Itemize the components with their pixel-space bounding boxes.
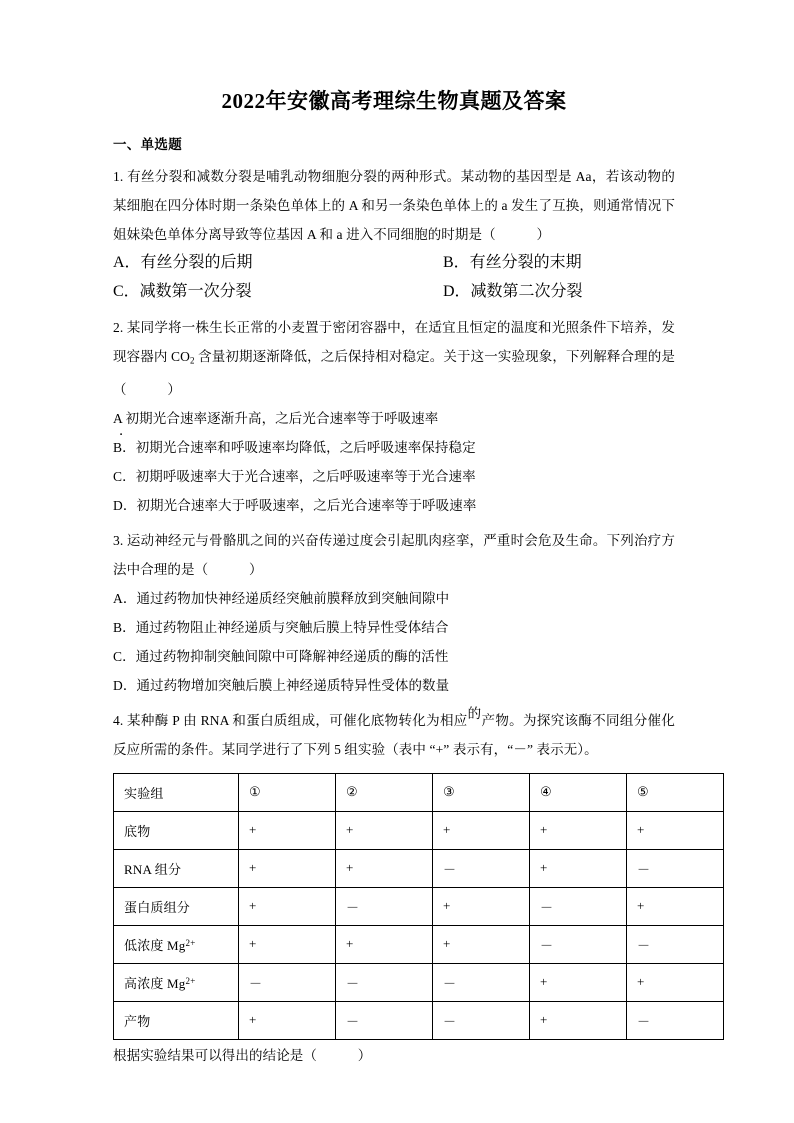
table-cell: + xyxy=(530,849,627,887)
question-1-option-b[interactable]: B．有丝分裂的末期 xyxy=(443,253,582,271)
table-row xyxy=(114,1001,724,1039)
question-2-stem-part2: 含量初期逐渐降低，之后保持相对稳定。关于这一实验现象，下列解释合理的是（ ） xyxy=(113,348,675,397)
table-cell: + xyxy=(530,963,627,1001)
table-cell: + xyxy=(239,811,336,849)
question-4-stem xyxy=(113,706,675,764)
table-row xyxy=(114,887,724,925)
row-label-sup: 2+ xyxy=(185,975,196,986)
question-4-conclusion-prompt: 根据实验结果可以得出的结论是（ ） xyxy=(113,1047,372,1063)
row-label-text: 高浓度 Mg xyxy=(124,975,186,991)
table-header-cell-1: ① xyxy=(239,773,336,811)
question-1-option-d[interactable]: D．减数第二次分裂 xyxy=(443,282,583,300)
table-cell: － xyxy=(627,849,724,887)
table-cell: + xyxy=(627,811,724,849)
question-2-co2-subscript: 2 xyxy=(189,354,195,365)
question-1-options-row-1 xyxy=(113,249,675,278)
page-title: 2022年安徽高考理综生物真题及答案 xyxy=(221,89,567,113)
question-2-option-c[interactable]: C．初期呼吸速率大于光合速率，之后呼吸速率等于光合速率 xyxy=(113,468,476,484)
table-cell: － xyxy=(627,925,724,963)
table-cell: － xyxy=(336,887,433,925)
stray-punctuation-mark: ． xyxy=(119,422,133,438)
table-cell: － xyxy=(530,887,627,925)
question-1-stem: 1. 有丝分裂和减数分裂是哺乳动物细胞分裂的两种形式。某动物的基因型是 Aa，若该动物的某细胞在四分体时期一条染色单体上的 A 和另一条染色单体上的 a 发生了互换，则通常情况下姐妹染色单体分离导致等位基因 A 和 a 进入不同细胞的时期是（ ） xyxy=(113,168,675,242)
row-label-text: 低浓度 Mg xyxy=(124,937,186,953)
table-row-label xyxy=(114,1001,239,1039)
table-cell: + xyxy=(627,887,724,925)
question-2-option-b[interactable]: B．初期光合速率和呼吸速率均降低，之后呼吸速率保持稳定 xyxy=(113,439,476,455)
question-4-raised-glyph: 的 xyxy=(467,705,482,721)
question-1 xyxy=(113,162,675,307)
row-label-text: 蛋白质组分 xyxy=(124,899,191,915)
document-content xyxy=(113,0,675,1070)
question-1-option-c[interactable]: C．减数第一次分裂 xyxy=(113,282,252,300)
table-row-label xyxy=(114,849,239,887)
table-header-row xyxy=(114,773,724,811)
question-3-option-c[interactable]: C．通过药物抑制突触间隙中可降解神经递质的酶的活性 xyxy=(113,648,449,664)
table-header-cell-4: ④ xyxy=(530,773,627,811)
table-cell: － xyxy=(433,849,530,887)
table-cell: － xyxy=(433,1001,530,1039)
table-cell: + xyxy=(433,811,530,849)
table-row-label xyxy=(114,963,239,1001)
question-3 xyxy=(113,526,675,700)
table-row-label xyxy=(114,925,239,963)
table-cell: － xyxy=(336,1001,433,1039)
table-cell: + xyxy=(239,849,336,887)
row-label-text: 产物 xyxy=(124,1013,151,1029)
table-header-cell-3: ③ xyxy=(433,773,530,811)
table-cell: + xyxy=(239,925,336,963)
table-cell: － xyxy=(239,963,336,1001)
question-2-option-a[interactable]: A 初期光合速率逐渐升高，之后光合速率等于呼吸速率 xyxy=(113,410,439,426)
question-2 xyxy=(113,313,675,520)
table-row xyxy=(114,811,724,849)
row-label-text: 底物 xyxy=(124,823,151,839)
row-label-text: RNA 组分 xyxy=(124,861,182,877)
table-cell: － xyxy=(433,963,530,1001)
table-cell: + xyxy=(627,963,724,1001)
table-cell: + xyxy=(336,849,433,887)
table-row xyxy=(114,849,724,887)
question-4-stem-part1: 4. 某种酶 P 由 RNA 和蛋白质组成，可催化底物转化为相应 xyxy=(113,712,468,728)
question-1-options-row-2 xyxy=(113,278,675,307)
experiment-table xyxy=(113,773,724,1040)
question-3-stem: 3. 运动神经元与骨骼肌之间的兴奋传递过度会引起肌肉痉挛，严重时会危及生命。下列治疗方法中合理的是（ ） xyxy=(113,532,675,577)
section-heading: 一、单选题 xyxy=(113,137,182,153)
table-row-label xyxy=(114,887,239,925)
table-cell: + xyxy=(336,925,433,963)
table-row-label xyxy=(114,811,239,849)
table-cell: + xyxy=(433,925,530,963)
table-cell: + xyxy=(530,1001,627,1039)
table-cell: － xyxy=(336,963,433,1001)
table-cell: + xyxy=(239,887,336,925)
table-cell: + xyxy=(530,811,627,849)
question-3-option-d[interactable]: D．通过药物增加突触后膜上神经递质特异性受体的数量 xyxy=(113,677,450,693)
table-header-cell-2: ② xyxy=(336,773,433,811)
table-cell: － xyxy=(530,925,627,963)
table-cell: + xyxy=(336,811,433,849)
table-cell: + xyxy=(433,887,530,925)
question-2-option-a-wrap xyxy=(113,404,675,438)
question-1-option-a[interactable]: A．有丝分裂的后期 xyxy=(113,253,253,271)
question-3-option-a[interactable]: A．通过药物加快神经递质经突触前膜释放到突触间隙中 xyxy=(113,590,450,606)
table-row xyxy=(114,963,724,1001)
table-cell: + xyxy=(239,1001,336,1039)
question-4-stem-part2: 产物。为探究该酶不同组分催化反应所需的条件。某同学进行了下列 5 组实验（表中 “+” 表示有，“－” 表示无）。 xyxy=(113,712,675,757)
table-row xyxy=(114,925,724,963)
question-2-stem xyxy=(113,313,675,404)
table-header-cell-0: 实验组 xyxy=(114,773,239,811)
table-header-cell-5: ⑤ xyxy=(627,773,724,811)
question-2-option-d[interactable]: D．初期光合速率大于呼吸速率，之后光合速率等于呼吸速率 xyxy=(113,497,477,513)
table-cell: － xyxy=(627,1001,724,1039)
question-3-option-b[interactable]: B．通过药物阻止神经递质与突触后膜上特异性受体结合 xyxy=(113,619,449,635)
question-2-stem-part1: 2. 某同学将一株生长正常的小麦置于密闭容器中，在适宜且恒定的温度和光照条件下培养，发现容器内 CO xyxy=(113,319,675,364)
question-4 xyxy=(113,706,675,1070)
row-label-sup: 2+ xyxy=(185,937,196,948)
